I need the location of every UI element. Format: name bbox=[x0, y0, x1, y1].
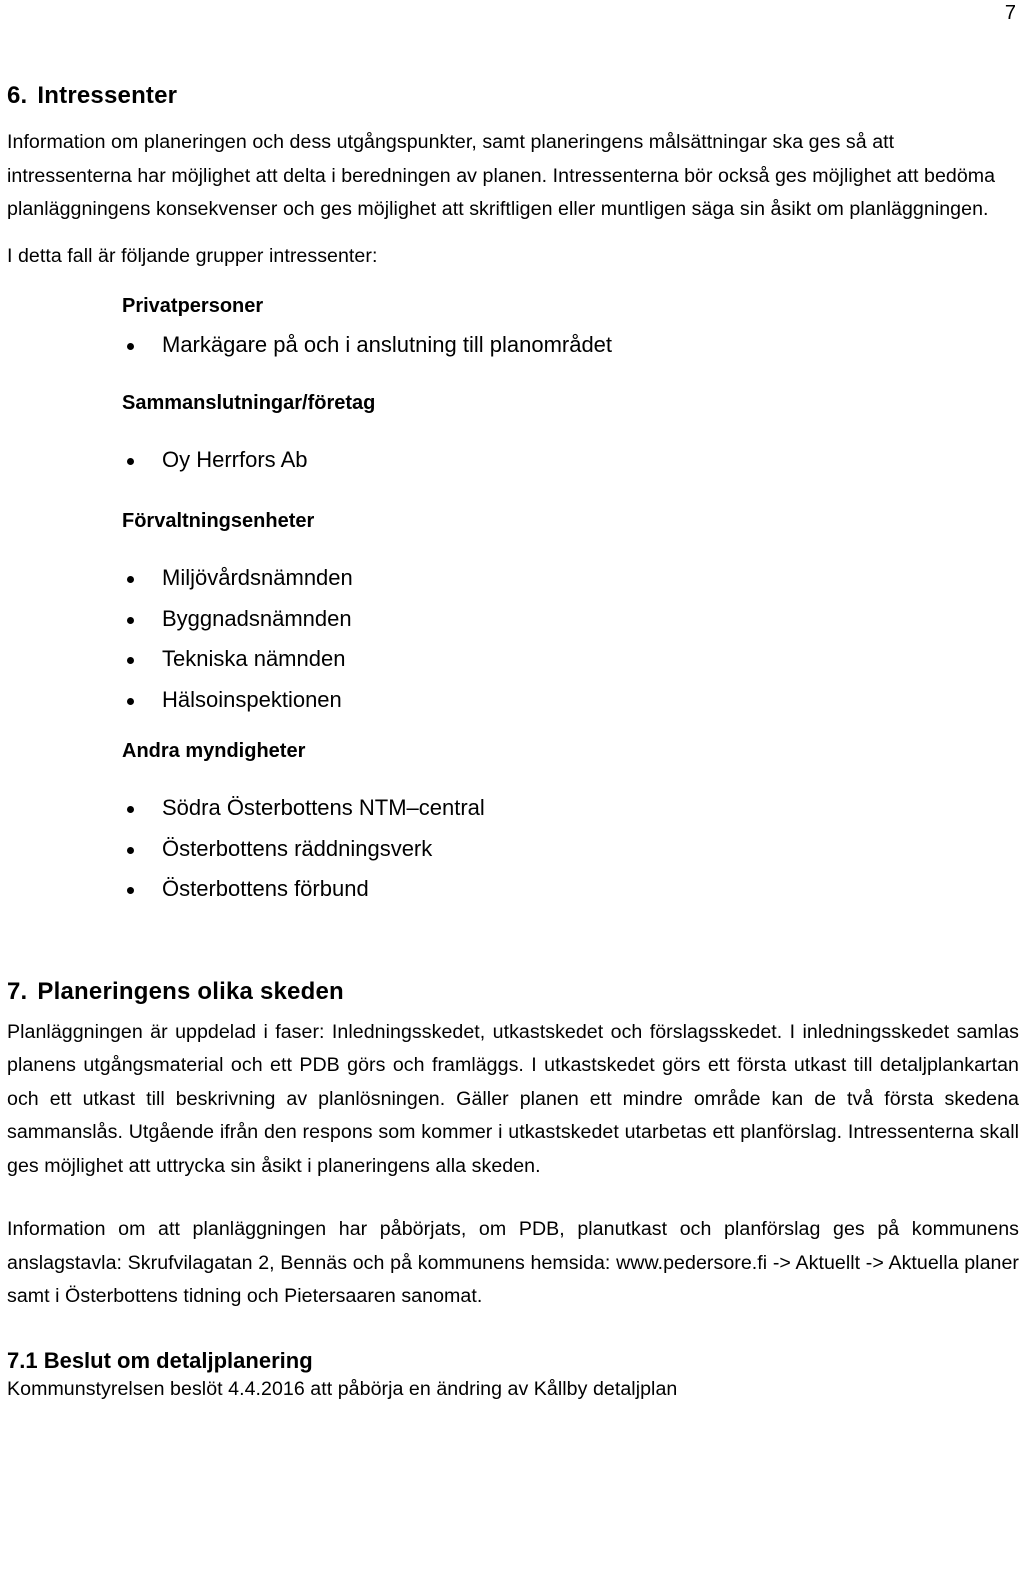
group-title: Förvaltningsenheter bbox=[122, 510, 315, 532]
group-list bbox=[122, 325, 1019, 366]
section-number: 7. bbox=[7, 977, 28, 1005]
groups-lead: I detta fall är följande grupper intressenter: bbox=[7, 244, 378, 267]
section-beslut bbox=[7, 1346, 1019, 1402]
group-list bbox=[122, 440, 1019, 481]
list-item: Miljövårdsnämnden bbox=[122, 558, 1019, 599]
list-item: Hälsoinspektionen bbox=[122, 680, 1019, 721]
stakeholder-groups bbox=[122, 291, 1019, 910]
list-item: Tekniska nämnden bbox=[122, 639, 1019, 680]
group-andra-myndigheter bbox=[122, 736, 1019, 910]
decision-text: Kommunstyrelsen beslöt 4.4.2016 att påbörja en ändring av Kållby detaljplan bbox=[7, 1377, 678, 1400]
page-number: 7 bbox=[1004, 2, 1016, 24]
list-item: Byggnadsnämnden bbox=[122, 599, 1019, 640]
section-planeringens-skeden bbox=[7, 974, 1019, 1314]
group-list bbox=[122, 788, 1019, 910]
section-heading bbox=[7, 78, 1019, 114]
subsection-heading: 7.1 Beslut om detaljplanering bbox=[7, 1347, 313, 1373]
group-sammanslutningar bbox=[122, 388, 1019, 481]
list-item: Oy Herrfors Ab bbox=[122, 440, 1019, 481]
list-item: Södra Österbottens NTM–central bbox=[122, 788, 1019, 829]
page-content bbox=[7, 78, 1019, 1402]
group-forvaltningsenheter bbox=[122, 506, 1019, 720]
list-item: Markägare på och i anslutning till planområdet bbox=[122, 325, 1019, 366]
group-list bbox=[122, 558, 1019, 720]
list-item: Österbottens räddningsverk bbox=[122, 829, 1019, 870]
section-title: Planeringens olika skeden bbox=[37, 977, 344, 1005]
section-intressenter bbox=[7, 78, 1019, 910]
group-title: Sammanslutningar/företag bbox=[122, 391, 376, 414]
group-privatpersoner bbox=[122, 291, 1019, 366]
group-title: Andra myndigheter bbox=[122, 740, 306, 762]
intro-paragraph: Information om planeringen och dess utgångspunkter, samt planeringens målsättningar ska ges så att intressenterna har möjlighet att delta i beredningen av planen. Intressenterna bör också ges möjlighet att bedöma planläggningens konsekvenser och ges möjlighet att skriftligen eller muntligen säga sin åsikt om planläggningen. bbox=[7, 131, 996, 220]
list-item: Österbottens förbund bbox=[122, 869, 1019, 910]
section-heading bbox=[7, 974, 1019, 1010]
section-number: 6. bbox=[7, 82, 28, 109]
phases-paragraph: Planläggningen är uppdelad i faser: Inledningsskedet, utkastskedet och förslagsskedet. I inledningsskedet samlas planens utgångsmaterial och ett PDB görs och framläggs. I utkastskedet görs ett första utkast till detaljplankartan och ett utkast till beskrivning av planlösningen. Gäller planen ett mindre område kan de två första skedena sammanslås. Utgående ifrån den respons som kommer i utkastskedet utarbetas ett planförslag. Intressenterna skall ges möjlighet att uttrycka sin åsikt i planeringens alla skeden. bbox=[7, 1020, 1019, 1177]
group-title: Privatpersoner bbox=[122, 295, 264, 317]
section-title: Intressenter bbox=[37, 82, 178, 109]
information-paragraph: Information om att planläggningen har påbörjats, om PDB, planutkast och planförslag ges på kommunens anslagstavla: Skrufvilagatan 2, Bennäs och på kommunens hemsida: www.pedersore.fi -> Aktuellt -> Aktuella planer samt i Österbottens tidning och Pietersaaren sanomat. bbox=[7, 1218, 1019, 1307]
